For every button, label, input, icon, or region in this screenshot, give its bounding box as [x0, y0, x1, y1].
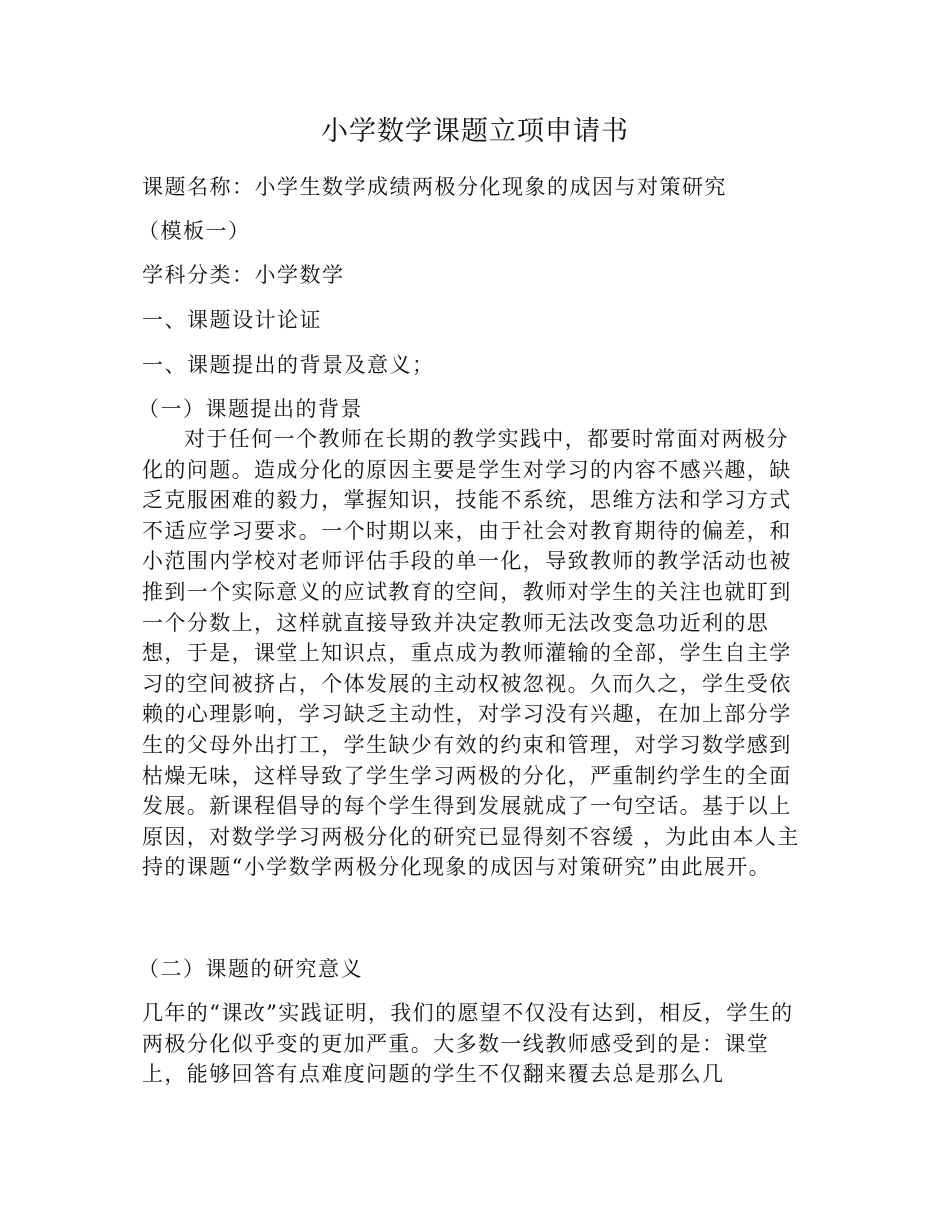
subject-line: 学科分类：小学数学	[142, 263, 345, 287]
topic-line: 课题名称：小学生数学成绩两极分化现象的成因与对策研究	[142, 175, 727, 199]
background-paragraph	[142, 424, 810, 883]
background-heading: （一）课题提出的背景	[138, 397, 363, 421]
significance-heading: （二）课题的研究意义	[138, 957, 363, 981]
document-title: 小学数学课题立项申请书	[321, 116, 629, 147]
section-heading: 一、课题设计论证	[142, 308, 322, 332]
section-subheading: 一、课题提出的背景及意义；	[142, 353, 435, 377]
paragraph-text: 几年的“课改”实践证明，我们的愿望不仅没有达到，相反，学生的两极分化似乎变的更加严重。大多数一线教师感受到的是：课堂上，能够回答有点难度问题的学生不仅翻来覆去总是那么几	[142, 1001, 794, 1087]
template-note: （模板一）	[138, 219, 251, 243]
significance-paragraph	[142, 998, 810, 1090]
paragraph-text: 对于任何一个教师在长期的教学实践中，都要时常面对两极分化的问题。造成分化的原因主要是学生对学习的内容不感兴趣，缺乏克服困难的毅力，掌握知识，技能不系统，思维方法和学习方式不适应学习要求。一个时期以来，由于社会对教育期待的偏差，和小范围内学校对老师评估手段的单一化，导致教师的教学活动也被推到一个实际意义的应试教育的空间，教师对学生的关注也就盯到一个分数上，这样就直接导致并决定教师无法改变急功近利的思想，于是，课堂上知识点，重点成为教师灌输的全部，学生自主学习的空间被挤占，个体发展的主动权被忽视。久而久之，学生受依赖的心理影响，学习缺乏主动性，对学习没有兴趣，在加上部分学生的父母外出打工，学生缺少有效的约束和管理，对学习数学感到枯燥无味，这样导致了学生学习两极的分化，严重制约学生的全面发展。新课程倡导的每个学生得到发展就成了一句空话。基于以上原因，对数学学习两极分化的研究已显得刻不容缓 ，为此由本人主持的课题“小学数学两极分化现象的成因与对策研究”由此展开。	[142, 427, 800, 880]
